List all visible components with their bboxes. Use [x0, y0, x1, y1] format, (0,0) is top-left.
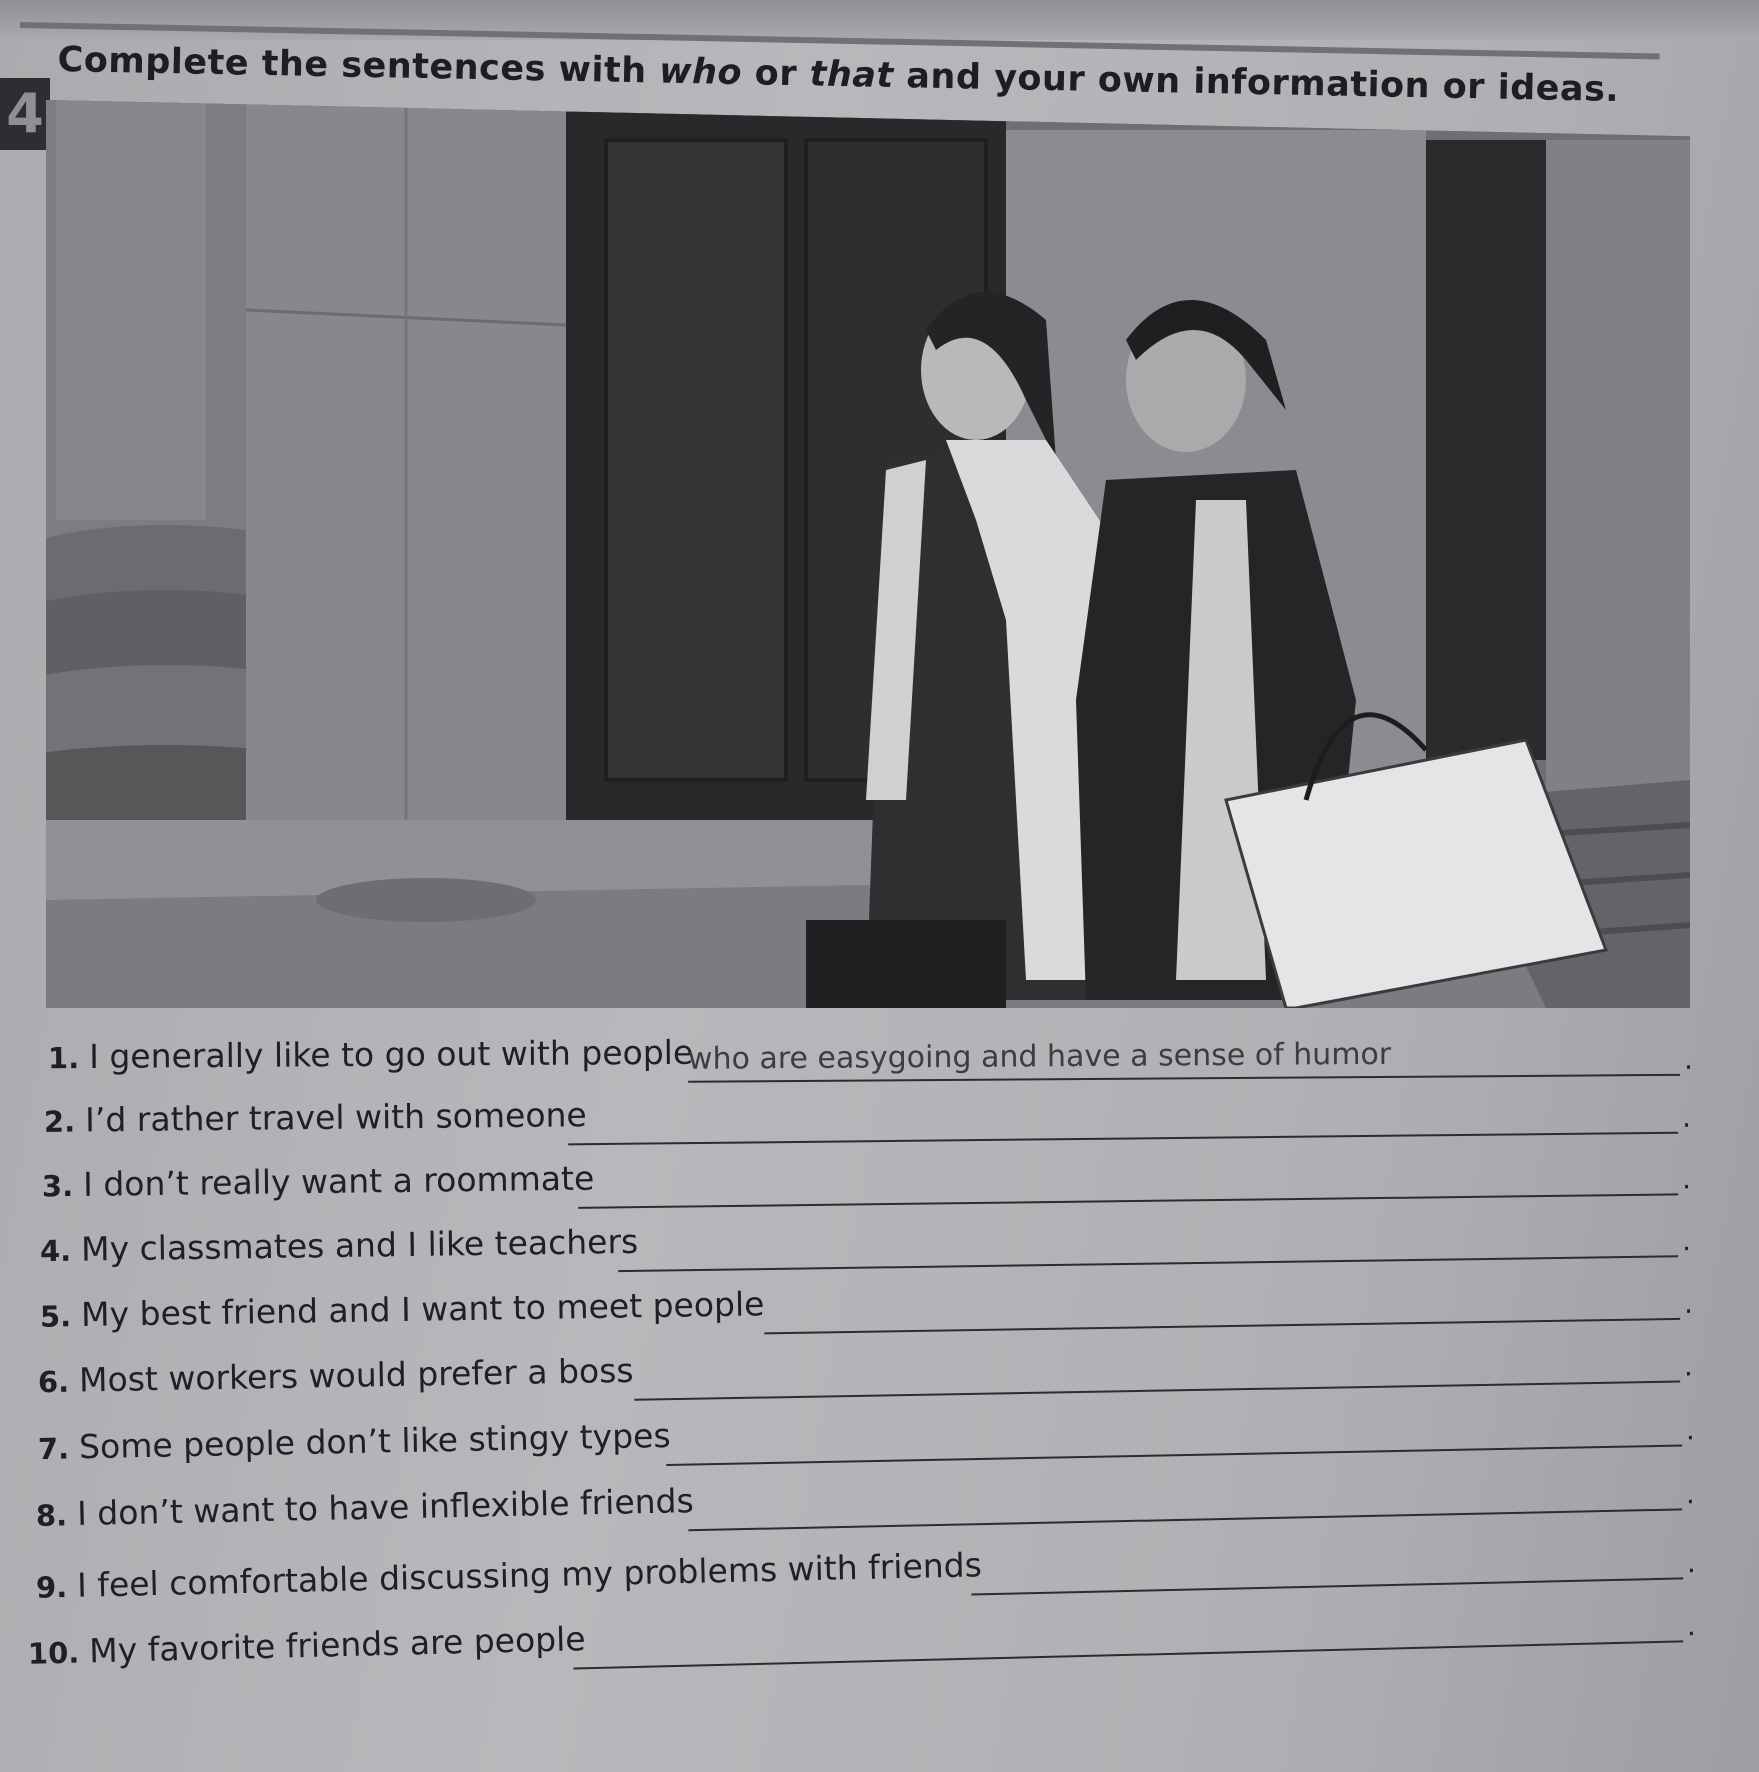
item-number: 6. — [37, 1364, 70, 1400]
item-prompt: I feel comfortable discussing my problems with friends — [76, 1545, 983, 1605]
item-number: 7. — [37, 1431, 70, 1467]
answer-blank[interactable] — [572, 1600, 1683, 1669]
item-period: . — [1683, 1286, 1694, 1320]
item-prompt: Most workers would prefer a boss — [78, 1350, 634, 1400]
item-prompt: I generally like to go out with people — [89, 1032, 694, 1076]
answer-blank[interactable] — [568, 1092, 1678, 1146]
item-period: . — [1685, 1413, 1696, 1447]
item-prompt: My classmates and I like teachers — [80, 1221, 639, 1269]
item-number: 2. — [43, 1104, 76, 1139]
exercise-instruction: Complete the sentences with who or that and your own information or ideas. — [57, 40, 1620, 110]
answer-blank[interactable] — [578, 1153, 1678, 1208]
item-prompt: I don’t really want a roommate — [82, 1158, 595, 1204]
item-prompt: Some people don’t like stingy types — [78, 1415, 671, 1467]
item-number: 1. — [47, 1041, 80, 1076]
list-item — [35, 1477, 1696, 1551]
answer-blank[interactable] — [970, 1537, 1683, 1595]
item-period: . — [1681, 1224, 1692, 1258]
list-item — [39, 1221, 1692, 1286]
item-prompt: My best friend and I want to meet people — [80, 1284, 765, 1335]
item-period: . — [1686, 1546, 1697, 1580]
answer-blank[interactable] — [634, 1341, 1681, 1401]
item-number: 4. — [39, 1233, 72, 1269]
item-period: . — [1686, 1609, 1697, 1643]
item-prompt: I’d rather travel with someone — [84, 1095, 587, 1140]
answer-blank[interactable] — [764, 1278, 1681, 1334]
list-item — [47, 1032, 1694, 1094]
list-item — [37, 1349, 1694, 1417]
item-prompt: I don’t want to have inflexible friends — [76, 1481, 695, 1534]
exercise-number: 4 — [0, 78, 50, 150]
list-item — [43, 1095, 1692, 1157]
item-period: . — [1681, 1100, 1692, 1134]
item-number: 10. — [27, 1635, 80, 1671]
item-prompt: My favorite friends are people — [88, 1619, 586, 1671]
item-number: 3. — [41, 1168, 74, 1204]
answer-blank[interactable]: who are easygoing and have a sense of humor — [688, 1034, 1680, 1083]
item-period: . — [1685, 1477, 1696, 1511]
item-number: 9. — [35, 1570, 68, 1605]
item-period: . — [1683, 1349, 1694, 1383]
item-period: . — [1683, 1042, 1694, 1076]
item-period: . — [1681, 1162, 1692, 1196]
list-item — [35, 1545, 1697, 1622]
list-item — [37, 1413, 1696, 1484]
answer-blank[interactable] — [618, 1215, 1678, 1272]
answer-blank[interactable] — [666, 1405, 1683, 1466]
item-number: 8. — [35, 1498, 68, 1533]
answer-blank[interactable] — [688, 1468, 1683, 1531]
list-item — [27, 1609, 1697, 1689]
item-number: 5. — [39, 1299, 72, 1334]
list-item — [41, 1158, 1692, 1222]
list-item — [39, 1284, 1694, 1351]
